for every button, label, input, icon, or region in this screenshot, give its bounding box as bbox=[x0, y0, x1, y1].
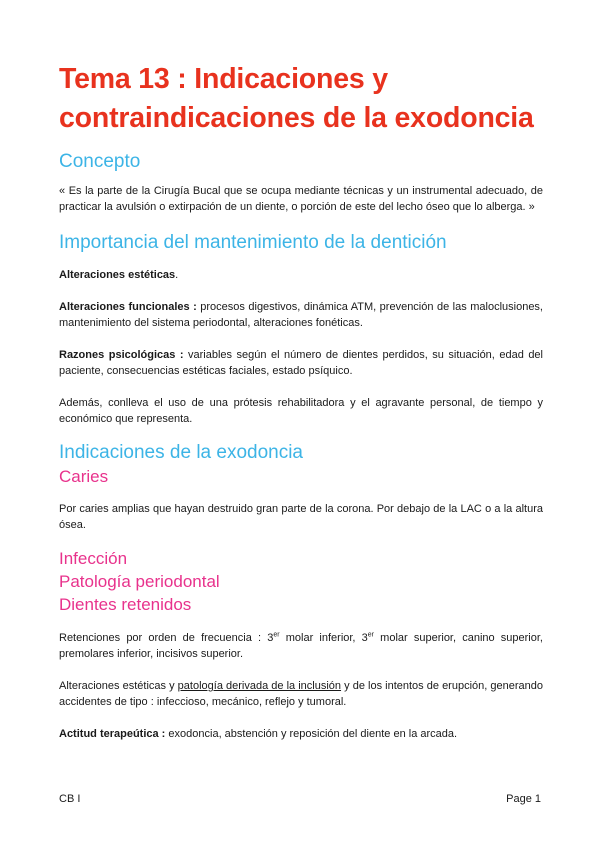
page-title: Tema 13 : Indicaciones y contraindicaciones de la exodoncia bbox=[59, 63, 534, 134]
paragraph-actitud: Actitud terapeútica : exodoncia, abstención y reposición del diente en la arcada. bbox=[59, 728, 458, 740]
paragraph-retenciones: Retenciones por orden de frecuencia : 3er molar inferior, 3er molar superior, canino superior, premolares inferior, incisivos superior. bbox=[59, 631, 543, 660]
label-funcionales: Alteraciones funcionales : bbox=[59, 301, 197, 313]
underlined-text: patología derivada de la inclusión bbox=[177, 680, 342, 692]
heading-concepto: Concepto bbox=[59, 151, 141, 172]
label-actitud: Actitud terapeútica : bbox=[59, 728, 166, 740]
label-esteticas: Alteraciones estéticas bbox=[59, 269, 176, 281]
paragraph-alteraciones: Alteraciones estéticas y patología derivada de la inclusión y de los intentos de erupción, generando accidentes de tipo : infeccioso, mecánico, reflejo y tumoral. bbox=[59, 680, 543, 708]
page-content bbox=[59, 60, 543, 742]
paragraph-funcionales: Alteraciones funcionales : procesos digestivos, dinámica ATM, prevención de las maloclusiones, mantenimiento del sistema periodontal, alteraciones fonéticas. bbox=[59, 301, 543, 329]
paragraph-caries: Por caries amplias que hayan destruido gran parte de la corona. Por debajo de la LAC o a la altura ósea. bbox=[59, 503, 543, 531]
heading-retenidos: Dientes retenidos bbox=[59, 595, 192, 614]
heading-indicaciones: Indicaciones de la exodoncia bbox=[59, 442, 304, 463]
label-psicologicas: Razones psicológicas : bbox=[59, 349, 184, 361]
concepto-text: « Es la parte de la Cirugía Bucal que se ocupa mediante técnicas y un instrumental adecuado, de practicar la avulsión o extirpación de un diente, o porción de este del lecho óseo que lo alberga. » bbox=[59, 185, 543, 213]
heading-importancia: Importancia del mantenimiento de la dentición bbox=[59, 232, 447, 253]
heading-caries: Caries bbox=[59, 467, 109, 486]
paragraph-psicologicas: Razones psicológicas : variables según el número de dientes perdidos, su situación, edad del paciente, consecuencias estéticas faciales, estado psíquico. bbox=[59, 349, 543, 377]
paragraph-esteticas: Alteraciones estéticas. bbox=[59, 269, 179, 281]
footer-left: CB I bbox=[59, 793, 81, 805]
footer-page-number: Page 1 bbox=[506, 793, 541, 805]
heading-infeccion: Infección bbox=[59, 549, 128, 568]
heading-periodontal: Patología periodontal bbox=[59, 572, 220, 591]
paragraph-ademas: Además, conlleva el uso de una prótesis rehabilitadora y el agravante personal, de tiempo y económico que representa. bbox=[59, 397, 543, 425]
